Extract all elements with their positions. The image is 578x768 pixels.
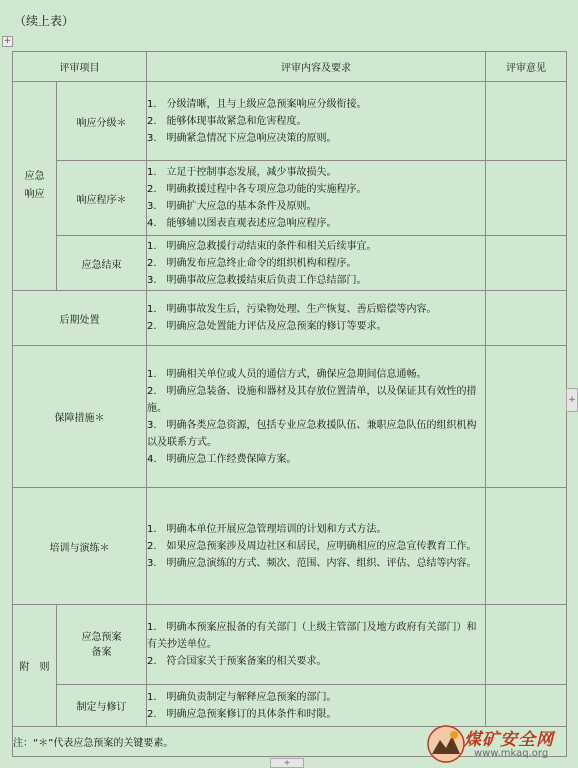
table-row [13, 236, 567, 291]
list-item: 1. 明确相关单位或人员的通信方式，确保应急期间信息通畅。 [147, 368, 427, 380]
header-content: 评审内容及要求 [147, 52, 486, 82]
opinion-cell[interactable] [486, 291, 567, 346]
row-content-filing [147, 605, 486, 685]
row-label-aftermath: 后期处置 [13, 291, 147, 346]
continued-label: （续上表） [14, 14, 75, 28]
list-item: 2. 如果应急预案涉及周边社区和居民，应明确相应的应急宣传教育工作。 [147, 540, 477, 552]
opinion-cell[interactable] [486, 685, 567, 727]
mine-logo-icon [426, 724, 466, 764]
row-content-end [147, 236, 486, 291]
opinion-cell[interactable] [486, 82, 567, 161]
row-label-training: 培训与演练＊ [13, 488, 147, 605]
header-opinion: 评审意见 [486, 52, 567, 82]
opinion-cell[interactable] [486, 161, 567, 236]
list-item: 2. 明确应急预案修订的具体条件和时限。 [147, 708, 337, 720]
table-row [13, 605, 567, 685]
table-note: 注：“＊”代表应急预案的关键要素。 [13, 727, 567, 757]
row-content-aftermath [147, 291, 486, 346]
list-item: 3. 明确各类应急资源，包括专业应急救援队伍、兼职应急队伍的组织机构以及联系方式。 [147, 419, 477, 448]
table-row [13, 488, 567, 605]
row-label-end: 应急结束 [57, 236, 147, 291]
list-item: 4. 明确应急工作经费保障方案。 [147, 453, 297, 465]
list-item: 3. 明确紧急情况下应急响应决策的原则。 [147, 132, 337, 144]
row-label-revision: 制定与修订 [57, 685, 147, 727]
bottom-scroll-handle[interactable]: + [270, 758, 304, 768]
right-scroll-handle[interactable]: + [566, 388, 578, 412]
list-item: 1. 明确应急救援行动结束的条件和相关后续事宜。 [147, 240, 377, 252]
table-move-handle-icon[interactable]: + [3, 36, 12, 46]
row-label-support: 保障措施＊ [13, 346, 147, 488]
list-item: 2. 能够体现事故紧急和危害程度。 [147, 115, 307, 127]
table-row [13, 346, 567, 488]
list-item: 1. 明确负责制定与解释应急预案的部门。 [147, 691, 337, 703]
list-item: 2. 明确发布应急终止命令的组织机构和程序。 [147, 257, 357, 269]
table-row [13, 161, 567, 236]
opinion-cell[interactable] [486, 488, 567, 605]
list-item: 3. 明确扩大应急的基本条件及原则。 [147, 201, 317, 212]
list-item: 1. 明确本单位开展应急管理培训的计划和方式方法。 [147, 523, 387, 535]
row-content-support [147, 346, 486, 488]
row-label-filing: 应急预案 备案 [57, 605, 147, 685]
row-content-revision [147, 685, 486, 727]
logo-name: 煤矿安全网 [464, 730, 554, 750]
list-item: 2. 符合国家关于预案备案的相关要求。 [147, 656, 327, 667]
list-item: 1. 立足于控制事态发展，减少事故损失。 [147, 167, 337, 178]
table-row [13, 685, 567, 727]
list-item: 3. 明确应急演练的方式、频次、范围、内容、组织、评估、总结等内容。 [147, 557, 477, 569]
header-item: 评审项目 [13, 52, 147, 82]
opinion-cell[interactable] [486, 346, 567, 488]
list-item: 1. 明确事故发生后，污染物处理、生产恢复、善后赔偿等内容。 [147, 304, 437, 315]
list-item: 1. 分级清晰，且与上级应急预案响应分级衔接。 [147, 98, 367, 110]
logo-url: www.mkaq.org [474, 748, 549, 759]
table-header-row [13, 52, 567, 82]
row-content-level [147, 82, 486, 161]
site-logo [426, 724, 572, 764]
review-table [12, 51, 567, 757]
opinion-cell[interactable] [486, 605, 567, 685]
table-row [13, 82, 567, 161]
list-item: 2. 明确应急处置能力评估及应急预案的修订等要求。 [147, 321, 387, 332]
list-item: 2. 明确救援过程中各专项应急功能的实施程序。 [147, 184, 367, 195]
row-label-level: 响应分级＊ [57, 82, 147, 161]
row-content-procedure [147, 161, 486, 236]
row-label-procedure: 响应程序＊ [57, 161, 147, 236]
list-item: 1. 明确本预案应报备的有关部门（上级主管部门及地方政府有关部门）和有关抄送单位。 [147, 622, 477, 650]
table-row [13, 291, 567, 346]
list-item: 2. 明确应急装备、设施和器材及其存放位置清单，以及保证其有效性的措施。 [147, 385, 477, 414]
row-content-training [147, 488, 486, 605]
group-label-appendix: 附 则 [13, 605, 57, 727]
list-item: 3. 明确事故应急救援结束后负责工作总结部门。 [147, 274, 367, 286]
group-label-response: 应急 响应 [13, 82, 57, 291]
list-item: 4. 能够辅以图表直观表述应急响应程序。 [147, 218, 337, 229]
opinion-cell[interactable] [486, 236, 567, 291]
